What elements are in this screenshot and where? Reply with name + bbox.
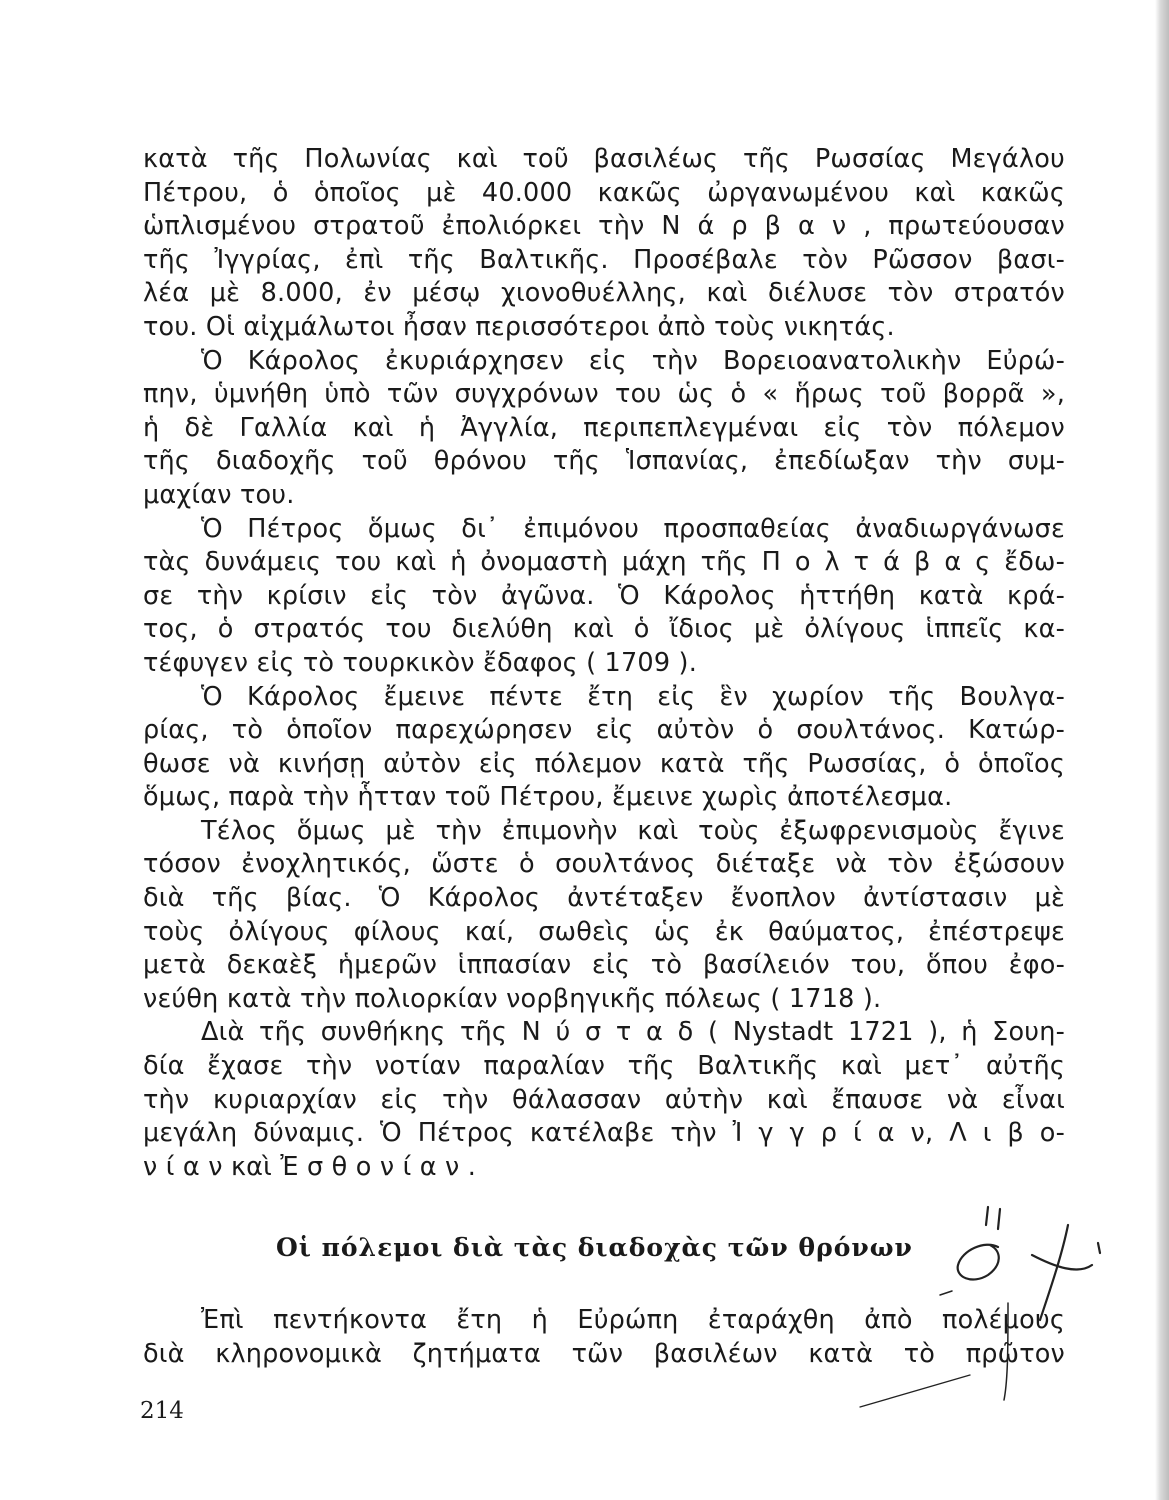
text-line: Ὁ Κάρολος ἐκυριάρχησεν εἰς τὴν Βορειοανατολικὴν Εὐρώ- [201,345,1065,376]
text-line: Ὁ Κάρολος ἔμεινε πέντε ἔτη εἰς ἓν χωρίον τῆς Βουλγα- [201,681,1065,712]
handwritten-annotation [740,1195,1120,1425]
body-text [143,143,1065,1184]
text-line: τοὺς ὀλίγους φίλους καί, σωθεὶς ὡς ἐκ θαύματος, ἐπέστρεψε [143,916,1065,947]
text-line: του. Οἱ αἰχμάλωτοι ἦσαν περισσότεροι ἀπὸ τοὺς νικητάς. [143,311,895,342]
text-line: τῆς Ἰγγρίας, ἐπὶ τῆς Βαλτικῆς. Προσέβαλε τὸν Ρῶσσον βασι- [143,244,1065,275]
page-number: 214 [140,1398,184,1424]
text-line: ν ί α ν καὶ Ἐ σ θ ο ν ί α ν . [143,1151,477,1182]
text-line: Πέτρου, ὁ ὁποῖος μὲ 40.000 κακῶς ὠργανωμένου καὶ κακῶς [143,177,1065,208]
text-line: τὴν κυριαρχίαν εἰς τὴν θάλασσαν αὐτὴν καὶ ἔπαυσε νὰ εἶναι [143,1084,1065,1115]
text-line: ὅμως, παρὰ τὴν ἧτταν τοῦ Πέτρου, ἔμεινε χωρὶς ἀποτέλεσμα. [143,782,953,813]
text-line: ὡπλισμένου στρατοῦ ἐπολιόρκει τὴν Ν ά ρ β α ν , πρωτεύουσαν [143,211,1065,242]
text-line: νεύθη κατὰ τὴν πολιορκίαν νορβηγικῆς πόλεως ( 1718 ). [143,983,882,1014]
text-line: τος, ὁ στρατός του διελύθη καὶ ὁ ἴδιος μὲ ὀλίγους ἱππεῖς κα- [143,614,1065,645]
page-spine-shadow [1155,0,1169,1500]
text-line: διὰ κληρονομικὰ ζητήματα τῶν βασιλέων κατὰ τὸ πρῶτον [143,1338,1065,1369]
text-line: Ἐπὶ πεντήκοντα ἔτη ἡ Εὐρώπη ἐταράχθη ἀπὸ πολέμους [201,1305,1065,1335]
text-line: τῆς διαδοχῆς τοῦ θρόνου τῆς Ἱσπανίας, ἐπεδίωξαν τὴν συμ- [143,446,1065,477]
text-line: τόσον ἐνοχλητικός, ὥστε ὁ σουλτάνος διέταξε νὰ τὸν ἐξώσουν [143,849,1065,880]
text-line: τὰς δυνάμεις του καὶ ἡ ὀνομαστὴ μάχη τῆς Π ο λ τ ά β α ς ἔδω- [143,547,1065,578]
text-line: Ὁ Πέτρος ὅμως δι᾿ ἐπιμόνου προσπαθείας ἀναδιωργάνωσε [201,513,1065,544]
text-line: μαχίαν του. [143,479,295,510]
text-line: κατὰ τῆς Πολωνίας καὶ τοῦ βασιλέως τῆς Ρωσσίας Μεγάλου [143,144,1065,174]
text-line: Διὰ τῆς συνθήκης τῆς Ν ύ σ τ α δ ( Nystadt 1721 ), ἡ Σουη- [201,1017,1065,1048]
text-line: μεγάλη δύναμις. Ὁ Πέτρος κατέλαβε τὴν Ἰ γ γ ρ ί α ν, Λ ι β ο- [143,1118,1065,1149]
text-line: ρίας, τὸ ὁποῖον παρεχώρησεν εἰς αὐτὸν ὁ σουλτάνος. Κατώρ- [143,715,1065,746]
text-line: σε τὴν κρίσιν εἰς τὸν ἀγῶνα. Ὁ Κάρολος ἡττήθη κατὰ κρά- [143,580,1065,611]
text-line: διὰ τῆς βίας. Ὁ Κάρολος ἀντέταξεν ἔνοπλον ἀντίστασιν μὲ [143,883,1065,914]
text-line: θωσε νὰ κινήσῃ αὐτὸν εἰς πόλεμον κατὰ τῆς Ρωσσίας, ὁ ὁποῖος [143,748,1065,779]
section-heading: Οἱ πόλεμοι διὰ τὰς διαδοχὰς τῶν θρόνων [276,1233,913,1262]
text-line: τέφυγεν εἰς τὸ τουρκικὸν ἔδαφος ( 1709 ). [143,647,698,678]
text-line: πην, ὑμνήθη ὑπὸ τῶν συγχρόνων του ὡς ὁ « ἥρως τοῦ βορρᾶ », [143,379,1065,410]
text-line: ἡ δὲ Γαλλία καὶ ἡ Ἀγγλία, περιπεπλεγμέναι εἰς τὸν πόλεμον [143,412,1065,443]
text-line: δία ἔχασε τὴν νοτίαν παραλίαν τῆς Βαλτικῆς καὶ μετ᾿ αὐτῆς [143,1051,1065,1082]
text-line: λέα μὲ 8.000, ἐν μέσῳ χιονοθυέλλης, καὶ διέλυσε τὸν στρατόν [143,278,1065,309]
text-line: μετὰ δεκαὲξ ἡμερῶν ἱππασίαν εἰς τὸ βασίλειόν του, ὅπου ἐφο- [143,950,1065,981]
text-line: Τέλος ὅμως μὲ τὴν ἐπιμονὴν καὶ τοὺς ἐξωφρενισμοὺς ἔγινε [201,815,1065,846]
